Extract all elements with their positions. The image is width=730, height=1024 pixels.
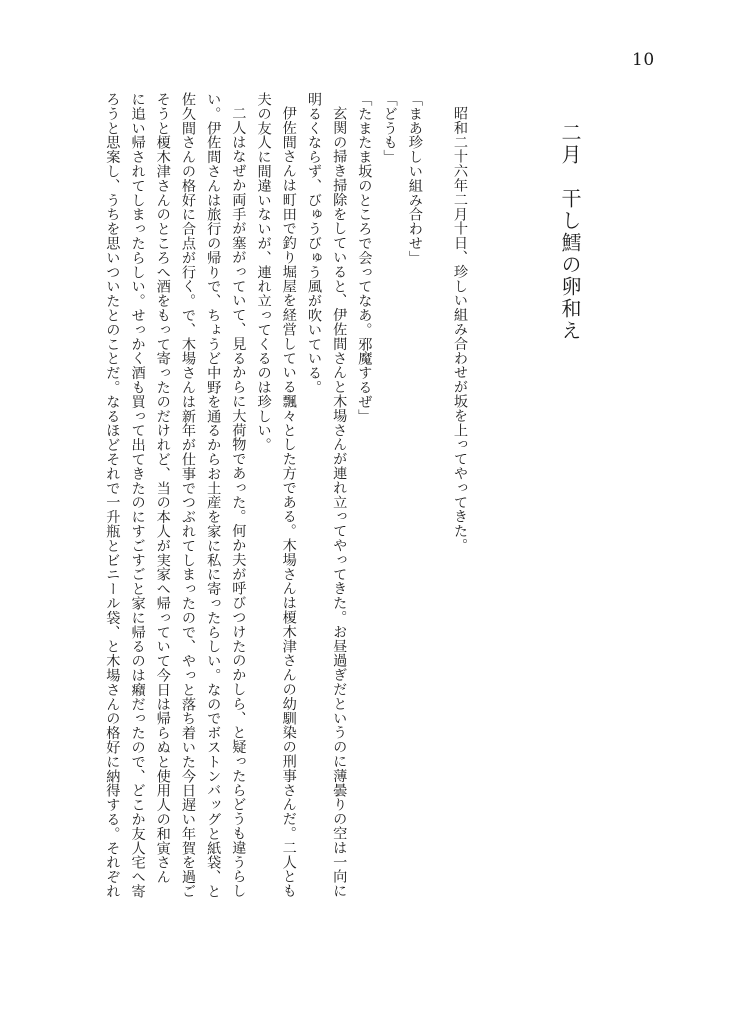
dialogue-line: 「どうも」 — [381, 92, 398, 164]
paragraph-line: 二人はなぜか両手が塞がっていて、見るからに大荷物であった。何か夫が呼びつけたのかしら、と疑ったらどうも違うらし — [230, 106, 247, 898]
page-number: 10 — [632, 50, 655, 70]
opening-line: 昭和二十六年二月十日、珍しい組み合わせが坂を上ってやってきた。 — [452, 106, 468, 553]
chapter-title: 二月 干し鱈の卵和え — [558, 122, 582, 342]
paragraph-line: い。伊佐間さんは旅行の帰りで、ちょうど中野を通るからお土産を家に私に寄ったらしい。なのでボストンバッグと紙袋、と — [205, 92, 222, 899]
paragraph-line: そうと榎木津さんのところへ酒をもって寄ったのだけれど、当の本人が実家へ帰っていて今日は帰らぬと使用人の和寅さん — [154, 92, 171, 884]
paragraph-line: 伊佐間さんは町田で釣り堀屋を経営している飄々とした方である。木場さんは榎木津さんの幼馴染の刑事さんだ。二人とも — [280, 106, 297, 898]
dialogue-line: 「たまたま坂のところで会ってなあ。邪魔するぜ」 — [356, 92, 373, 424]
paragraph-line: 玄関の掃き掃除をしていると、伊佐間さんと木場さんが連れ立ってやってきた。お昼過ぎだというのに薄曇りの空は一向に — [331, 106, 348, 898]
paragraph-line: 明るくならず、びゅうびゅう風が吹いている。 — [305, 92, 322, 395]
dialogue-line: 「まあ珍しい組み合わせ」 — [406, 92, 423, 265]
paragraph-line: 佐久間さんの格好に合点が行く。で、木場さんは新年が仕事でつぶれてしまったので、やっと落ち着いた今日遅い年賀を過ご — [179, 92, 196, 899]
paragraph-line: 夫の友人に間違いないが、連れ立ってくるのは珍しい。 — [255, 92, 272, 452]
paragraph-line: に追い帰されてしまったらしい。せっかく酒も買って出てきたのにすごすごと家に帰るのは癪だったので、どこか友人宅へ寄 — [129, 92, 146, 899]
body-text — [99, 92, 472, 944]
paragraph-line: ろうと思案し、うちを思いついたとのことだ。なるほどそれで一升瓶とビニール袋、と木場さんの格好に納得する。それぞれ — [104, 92, 121, 899]
